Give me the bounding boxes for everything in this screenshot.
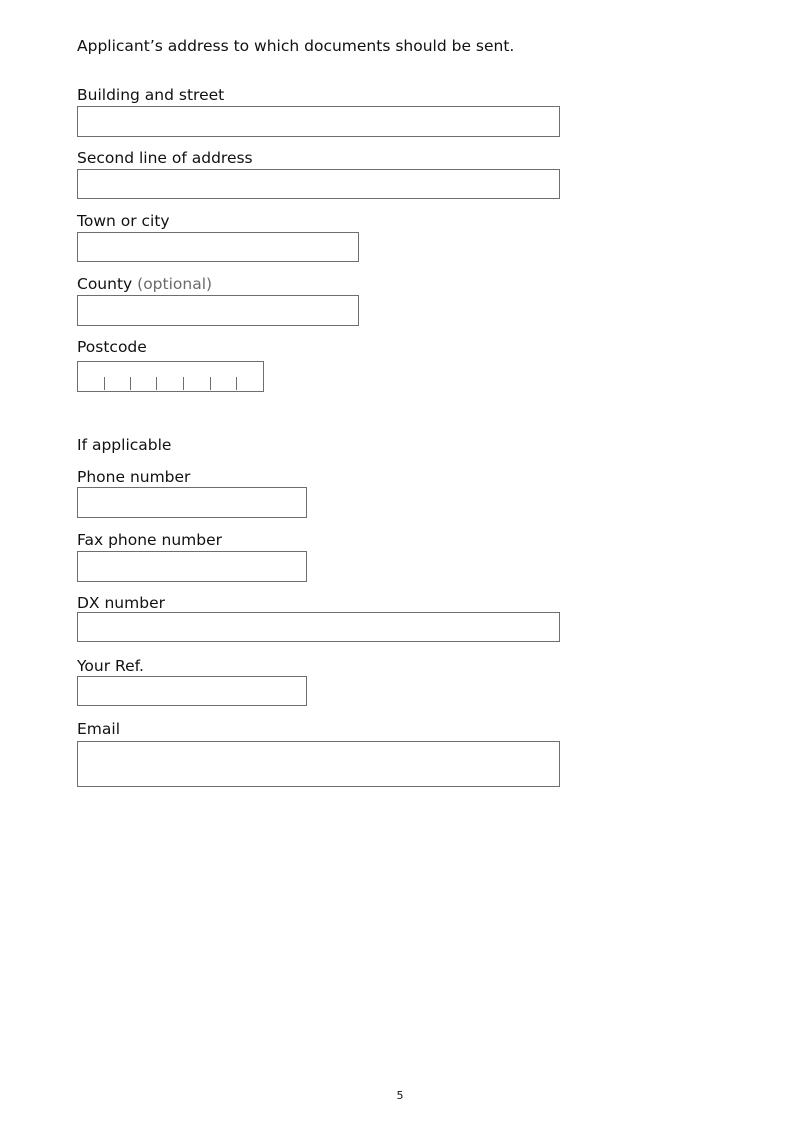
email-label: Email (77, 720, 121, 738)
county-optional-hint: (optional) (137, 275, 213, 293)
dx-number-label: DX number (77, 594, 165, 612)
town-city-label: Town or city (77, 212, 170, 230)
fax-number-label: Fax phone number (77, 531, 223, 549)
postcode-divider (156, 377, 157, 390)
building-street-field[interactable] (77, 106, 560, 137)
town-city-field[interactable] (77, 232, 359, 262)
second-line-address-label: Second line of address (77, 149, 253, 167)
postcode-divider (130, 377, 131, 390)
your-ref-label: Your Ref. (77, 657, 144, 675)
postcode-divider (236, 377, 237, 390)
county-label (77, 274, 212, 294)
phone-number-label: Phone number (77, 468, 191, 486)
email-field[interactable] (77, 741, 560, 787)
county-field[interactable] (77, 295, 359, 326)
postcode-divider (210, 377, 211, 390)
if-applicable-heading: If applicable (77, 436, 172, 454)
phone-number-field[interactable] (77, 487, 307, 518)
dx-number-field[interactable] (77, 612, 560, 642)
fax-number-field[interactable] (77, 551, 307, 582)
county-label-text: County (77, 275, 133, 293)
postcode-field[interactable] (77, 361, 264, 392)
postcode-divider (104, 377, 105, 390)
intro-text: Applicant’s address to which documents should be sent. (77, 37, 515, 55)
postcode-divider (183, 377, 184, 390)
your-ref-field[interactable] (77, 676, 307, 706)
postcode-label: Postcode (77, 338, 147, 356)
page-number: 5 (396, 1089, 404, 1102)
second-line-address-field[interactable] (77, 169, 560, 199)
building-street-label: Building and street (77, 86, 225, 104)
